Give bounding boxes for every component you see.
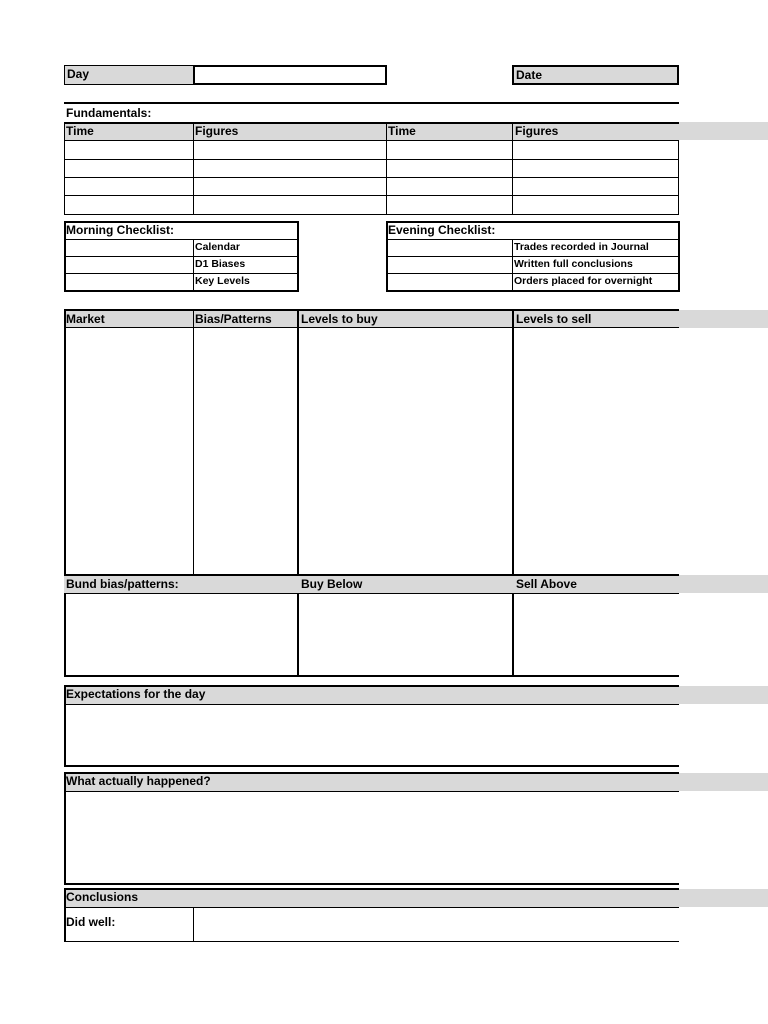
happened-title: What actually happened? [66, 774, 211, 788]
date-label: Date [512, 65, 679, 85]
fundamentals-title: Fundamentals: [66, 106, 152, 120]
morning-item-key-levels: Key Levels [195, 275, 250, 287]
day-input[interactable] [193, 65, 387, 85]
market-col-line [193, 309, 194, 575]
happened-input[interactable] [66, 793, 678, 882]
levels-to-buy-input[interactable] [300, 329, 510, 574]
bund-col-buy-below: Buy Below [301, 577, 363, 591]
did-well-input[interactable] [195, 909, 678, 940]
bund-bottom-rule [64, 675, 679, 677]
fundamentals-col-time-1: Time [66, 124, 94, 138]
morning-item-calendar: Calendar [195, 241, 240, 253]
market-header-bottom [64, 327, 679, 328]
fundamentals-col-line [193, 122, 194, 215]
fundamentals-col-line [64, 122, 65, 215]
evening-item-trades-recorded: Trades recorded in Journal [514, 241, 649, 253]
happened-header-bottom [64, 791, 679, 792]
bund-col-sell-above: Sell Above [516, 577, 577, 591]
fundamentals-row-line [64, 195, 679, 196]
morning-checklist-title: Morning Checklist: [66, 223, 175, 237]
morning-item-d1-biases: D1 Biases [195, 258, 246, 270]
fundamentals-row-line [64, 177, 679, 178]
fundamentals-col-figures-2: Figures [515, 124, 559, 138]
fundamentals-row-line [64, 140, 679, 141]
fundamentals-col-time-2: Time [388, 124, 416, 138]
sell-above-input[interactable] [515, 595, 678, 674]
fundamentals-row-line [64, 159, 679, 160]
morning-check-calendar[interactable] [66, 240, 191, 255]
morning-check-key-levels[interactable] [66, 274, 191, 289]
bund-bias-input[interactable] [66, 595, 296, 674]
evening-check-trades-recorded[interactable] [388, 240, 510, 255]
market-input[interactable] [66, 329, 192, 574]
market-col-line [512, 309, 514, 676]
levels-to-sell-input[interactable] [515, 329, 678, 574]
fundamentals-col-line [678, 140, 679, 215]
market-col-bias: Bias/Patterns [195, 312, 272, 326]
conclusions-bottom-rule [64, 941, 679, 942]
fundamentals-row-line [64, 214, 679, 215]
fundamentals-header-top [64, 122, 679, 124]
evening-item-written-conclusions: Written full conclusions [514, 258, 633, 270]
market-col-levels-sell: Levels to sell [516, 312, 592, 326]
fundamentals-col-line [386, 122, 387, 215]
did-well-label: Did well: [66, 915, 116, 929]
conclusions-header-bottom [64, 907, 679, 908]
evening-check-written-conclusions[interactable] [388, 257, 510, 272]
bund-col-bias: Bund bias/patterns: [66, 577, 179, 591]
conclusions-title: Conclusions [66, 890, 139, 904]
expectations-input[interactable] [66, 706, 678, 764]
evening-checklist-title: Evening Checklist: [388, 223, 496, 237]
morning-check-d1-biases[interactable] [66, 257, 191, 272]
expectations-title: Expectations for the day [66, 687, 206, 701]
market-col-levels-buy: Levels to buy [301, 312, 378, 326]
buy-below-input[interactable] [300, 595, 510, 674]
market-col-line [297, 309, 299, 676]
happened-bottom-rule [64, 883, 679, 885]
bias-patterns-input[interactable] [195, 329, 296, 574]
bund-header-bottom [64, 593, 679, 594]
expectations-header-bottom [64, 704, 679, 705]
evening-check-orders-placed[interactable] [388, 274, 510, 289]
day-label: Day [64, 65, 194, 85]
expectations-bottom-rule [64, 765, 679, 767]
conclusions-col-line [193, 907, 194, 942]
fundamentals-col-line [512, 122, 513, 215]
evening-item-orders-placed: Orders placed for overnight [514, 275, 653, 287]
market-col-market: Market [66, 312, 105, 326]
fundamentals-col-figures-1: Figures [195, 124, 239, 138]
fundamentals-top-rule [64, 102, 679, 104]
